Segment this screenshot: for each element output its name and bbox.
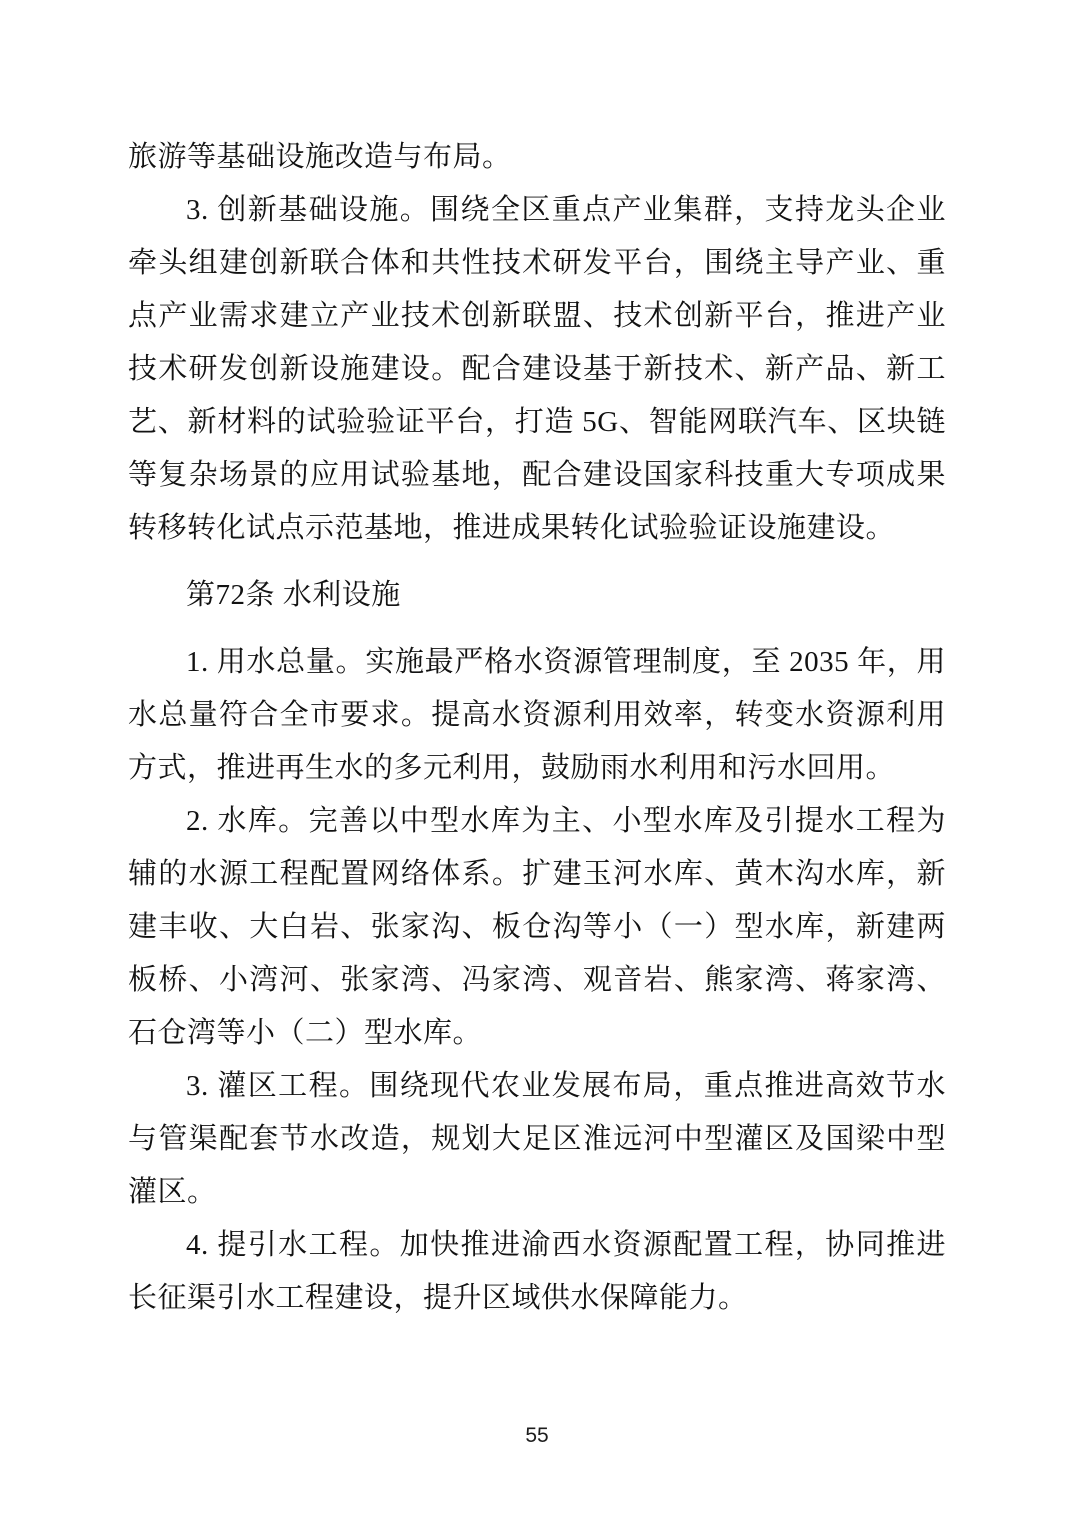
paragraph-water-diversion: 4. 提引水工程。加快推进渝西水资源配置工程，协同推进长征渠引水工程建设，提升区域供水保障能力。 xyxy=(128,1229,946,1314)
page-footer xyxy=(0,1424,1074,1448)
paragraph-water-total: 1. 用水总量。实施最严格水资源管理制度，至 2035 年，用水总量符合全市要求。提高水资源利用效率，转变水资源利用方式，推进再生水的多元利用，鼓励雨水利用和污水回用。 xyxy=(128,646,946,784)
document-body xyxy=(128,131,946,1325)
heading-article-72-water-facilities: 第72条 水利设施 xyxy=(186,579,401,611)
paragraph-irrigation: 3. 灌区工程。围绕现代农业发展布局，重点推进高效节水与管渠配套节水改造，规划大足区淮远河中型灌区及国梁中型灌区。 xyxy=(128,1070,946,1208)
paragraph-innovation-infrastructure: 3. 创新基础设施。围绕全区重点产业集群，支持龙头企业牵头组建创新联合体和共性技术研发平台，围绕主导产业、重点产业需求建立产业技术创新联盟、技术创新平台，推进产业技术研发创新设施建设。配合建设基于新技术、新产品、新工艺、新材料的试验验证平台，打造 5G、智能网联汽车、区块链等复杂场景的应用试验基地，配合建设国家科技重大专项成果转移转化试点示范基地，推进成果转化试验验证设施建设。 xyxy=(128,194,946,544)
paragraph-continuation: 旅游等基础设施改造与布局。 xyxy=(128,141,512,173)
page-number: 55 xyxy=(525,1424,549,1447)
paragraph-reservoir: 2. 水库。完善以中型水库为主、小型水库及引提水工程为辅的水源工程配置网络体系。扩建玉河水库、黄木沟水库，新建丰收、大白岩、张家沟、板仓沟等小（一）型水库，新建两板桥、小湾河、张家湾、冯家湾、观音岩、熊家湾、蒋家湾、石仓湾等小（二）型水库。 xyxy=(128,805,946,1049)
